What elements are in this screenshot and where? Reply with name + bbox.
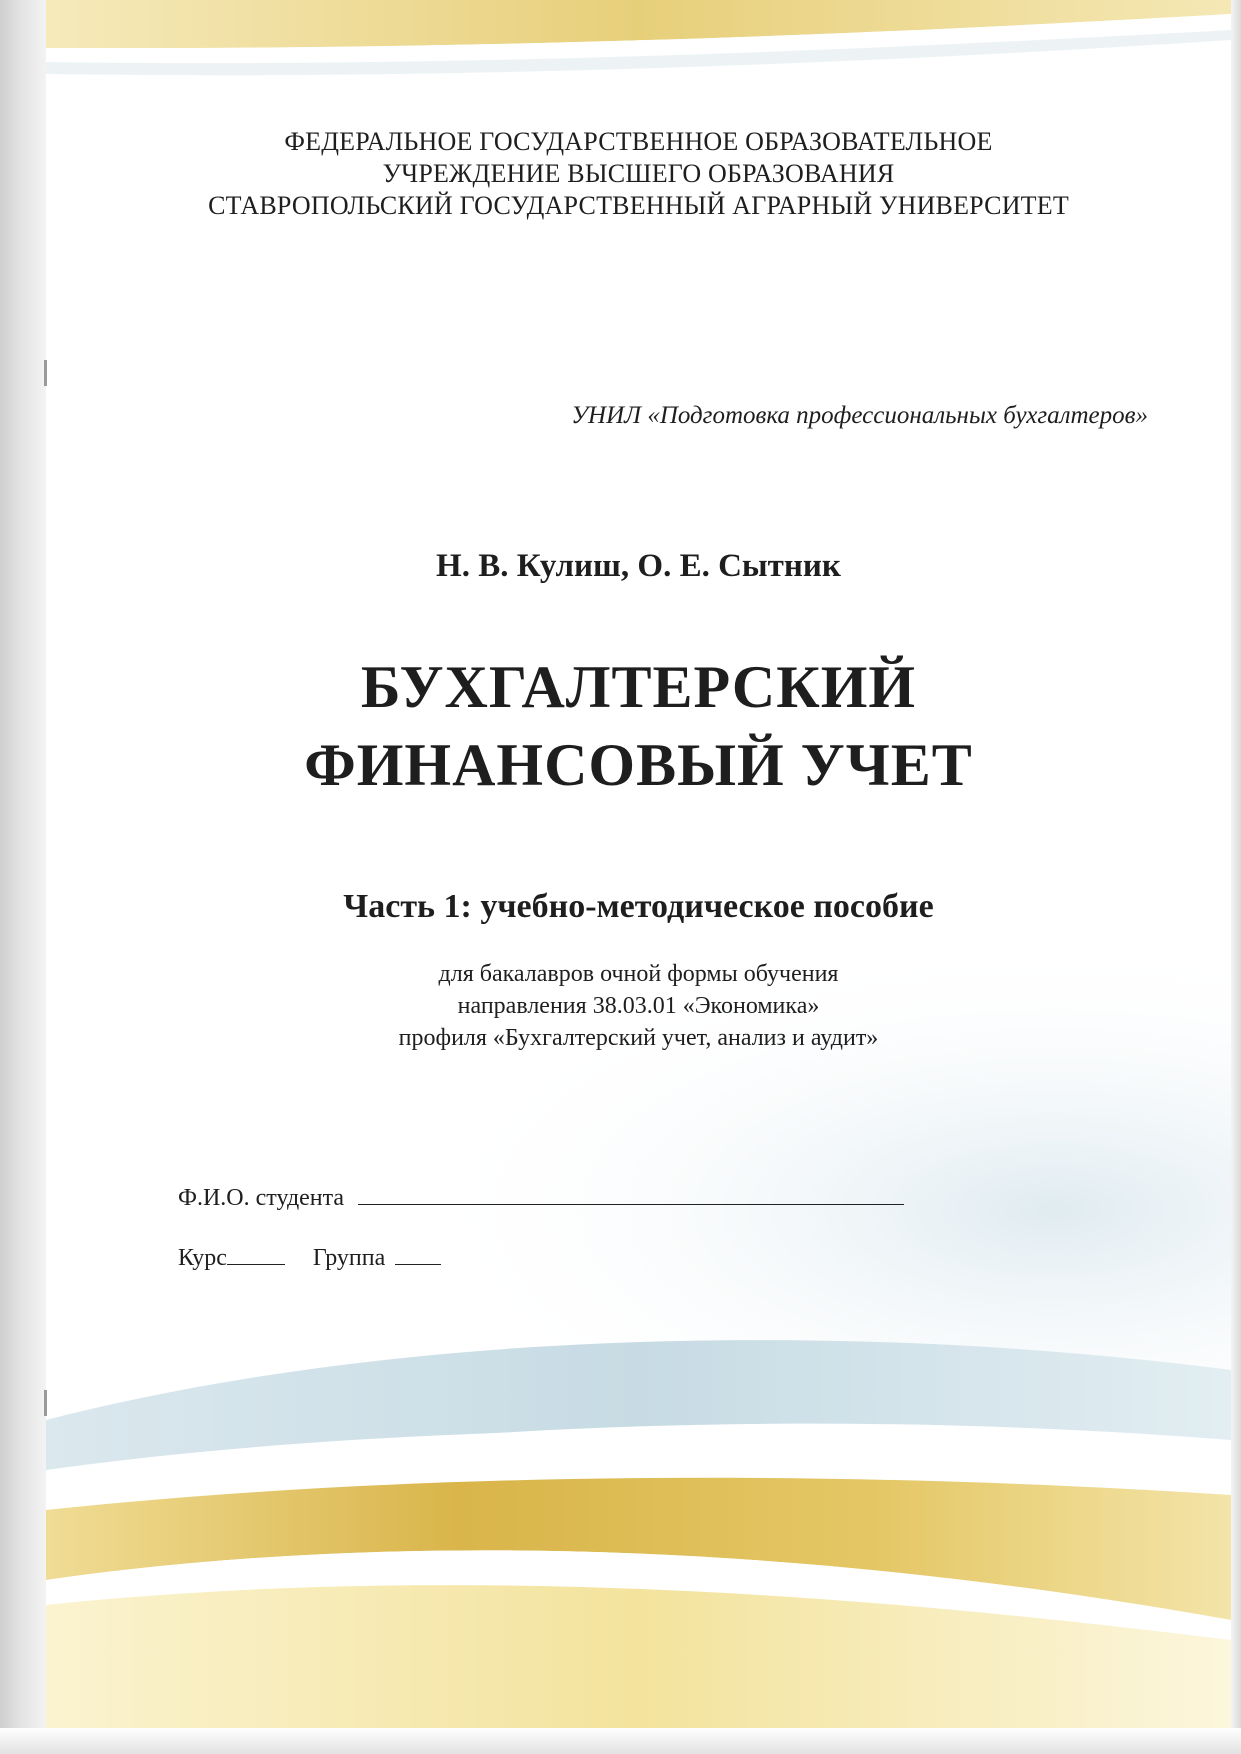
course-blank[interactable] — [227, 1244, 285, 1265]
student-name-field — [178, 1184, 904, 1212]
audience-description — [46, 958, 1231, 1054]
scan-bottom-edge — [0, 1728, 1241, 1754]
group-blank[interactable] — [395, 1244, 441, 1265]
university-line: УЧРЕЖДЕНИЕ ВЫСШЕГО ОБРАЗОВАНИЯ — [382, 159, 895, 188]
book-subtitle: Часть 1: учебно-методическое пособие — [343, 888, 934, 925]
scan-right-edge — [1231, 0, 1241, 1754]
decorative-waves — [46, 0, 1231, 1728]
course-group-field — [178, 1244, 441, 1272]
description-line: для бакалавров очной формы обучения — [438, 961, 839, 987]
description-line: профиля «Бухгалтерский учет, анализ и аудит» — [398, 1025, 879, 1051]
cover-page — [46, 0, 1231, 1728]
book-title — [46, 648, 1231, 804]
title-line: БУХГАЛТЕРСКИЙ — [360, 654, 917, 720]
staple-top — [44, 360, 47, 386]
university-line: СТАВРОПОЛЬСКИЙ ГОСУДАРСТВЕННЫЙ АГРАРНЫЙ УНИВЕРСИТЕТ — [208, 191, 1069, 220]
university-line: ФЕДЕРАЛЬНОЕ ГОСУДАРСТВЕННОЕ ОБРАЗОВАТЕЛЬНОЕ — [284, 127, 993, 156]
staple-bottom — [44, 1390, 47, 1416]
course-label: Курс — [178, 1245, 227, 1271]
university-name — [46, 126, 1231, 222]
title-line: ФИНАНСОВЫЙ УЧЕТ — [304, 732, 973, 798]
group-label: Группа — [312, 1245, 386, 1271]
lab-name: УНИЛ «Подготовка профессиональных бухгалтеров» — [571, 402, 1148, 429]
authors: Н. В. Кулиш, О. Е. Сытник — [436, 548, 841, 584]
student-name-blank[interactable] — [358, 1184, 904, 1205]
scan-left-edge — [0, 0, 46, 1754]
description-line: направления 38.03.01 «Экономика» — [457, 993, 820, 1019]
student-name-label: Ф.И.О. студента — [178, 1185, 345, 1211]
